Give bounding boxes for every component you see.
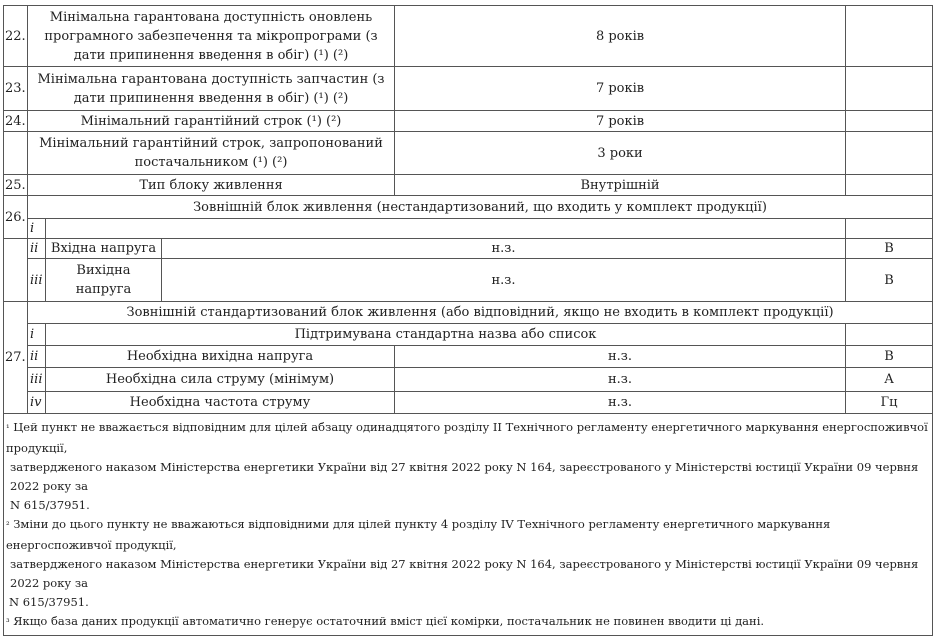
empty-cell bbox=[846, 132, 933, 175]
row-26-title bbox=[4, 196, 933, 219]
row-25 bbox=[4, 175, 933, 196]
sub-index: ii bbox=[28, 239, 46, 259]
row-23 bbox=[4, 67, 933, 111]
row-value: Внутрішній bbox=[395, 175, 846, 196]
sub-index: i bbox=[28, 219, 46, 239]
row-label: Тип блоку живлення bbox=[28, 175, 395, 196]
row-label: Мінімальний гарантійний строк, запропонований постачальником (¹) (²) bbox=[28, 132, 395, 175]
sub-value: н.з. bbox=[395, 392, 846, 414]
empty-cell bbox=[846, 111, 933, 132]
row-number-empty bbox=[4, 132, 28, 175]
row-number: 27. bbox=[4, 302, 28, 414]
row-number: 24. bbox=[4, 111, 28, 132]
row-value: 7 років bbox=[395, 111, 846, 132]
row-label: Мінімальна гарантована доступність запчастин (з дати припинення введення в обіг) (¹) (²) bbox=[28, 67, 395, 111]
row-22 bbox=[4, 6, 933, 67]
sub-index: iv bbox=[28, 392, 46, 414]
sub-label: Необхідна сила струму (мінімум) bbox=[46, 368, 395, 392]
footnote-3: ³ Якщо база даних продукції автоматично генерує остаточний вміст цієї комірки, постачальник не повинен вводити ці дані. bbox=[6, 614, 765, 628]
row-27-iv bbox=[4, 392, 933, 414]
sub-value: н.з. bbox=[395, 346, 846, 368]
sub-label: Необхідна вихідна напруга bbox=[46, 346, 395, 368]
sub-index: i bbox=[28, 324, 46, 346]
row-27-i bbox=[4, 324, 933, 346]
row-number-empty bbox=[4, 239, 28, 302]
sub-value: н.з. bbox=[395, 368, 846, 392]
row-number: 26. bbox=[4, 196, 28, 239]
sub-index: iii bbox=[28, 368, 46, 392]
empty-cell bbox=[46, 219, 846, 239]
row-number: 23. bbox=[4, 67, 28, 111]
row-label: Мінімальний гарантійний строк (¹) (²) bbox=[28, 111, 395, 132]
product-information-table bbox=[3, 5, 933, 636]
sub-index: iii bbox=[28, 259, 46, 302]
empty-cell bbox=[846, 324, 933, 346]
sub-unit: В bbox=[846, 239, 933, 259]
footnote-1: ¹ Цей пункт не вважається відповідним для цілей абзацу одинадцятого розділу II Технічного регламенту енергетичного маркування енергоспоживчої продукції, bbox=[6, 420, 928, 455]
sub-unit: А bbox=[846, 368, 933, 392]
row-26-i bbox=[4, 219, 933, 239]
row-number: 25. bbox=[4, 175, 28, 196]
section-title: Зовнішній стандартизований блок живлення (або відповідний, якщо не входить в комплект продукції) bbox=[28, 302, 933, 324]
footnote-2: ² Зміни до цього пункту не вважаються відповідними для цілей пункту 4 розділу IV Технічного регламенту енергетичного маркування енергоспоживчої продукції, bbox=[6, 517, 831, 552]
row-27-title bbox=[4, 302, 933, 324]
row-27-iii bbox=[4, 368, 933, 392]
row-24 bbox=[4, 111, 933, 132]
row-value: 8 років bbox=[395, 6, 846, 67]
empty-cell bbox=[846, 6, 933, 67]
row-number: 22. bbox=[4, 6, 28, 67]
sub-index: ii bbox=[28, 346, 46, 368]
empty-cell bbox=[846, 67, 933, 111]
footnote-2-line3: N 615/37951. bbox=[9, 595, 89, 609]
footnote-1-line3: N 615/37951. bbox=[10, 498, 90, 512]
row-value: 7 років bbox=[395, 67, 846, 111]
sub-value: н.з. bbox=[162, 239, 846, 259]
sub-unit: В bbox=[846, 259, 933, 302]
row-value: 3 роки bbox=[395, 132, 846, 175]
sub-value: н.з. bbox=[162, 259, 846, 302]
row-26-ii bbox=[4, 239, 933, 259]
sub-unit: В bbox=[846, 346, 933, 368]
row-label: Мінімальна гарантована доступність оновлень програмного забезпечення та мікропрограми (з дати припинення введення в обіг) (¹) (²) bbox=[28, 6, 395, 67]
footnotes bbox=[4, 414, 933, 636]
empty-cell bbox=[846, 219, 933, 239]
row-26-iii bbox=[4, 259, 933, 302]
sub-unit: Гц bbox=[846, 392, 933, 414]
row-27-ii bbox=[4, 346, 933, 368]
empty-cell bbox=[846, 175, 933, 196]
sub-label: Підтримувана стандартна назва або список bbox=[46, 324, 846, 346]
footnotes-row bbox=[4, 414, 933, 636]
footnote-1-line2: затвердженого наказом Міністерства енергетики України від 27 квітня 2022 року N 164, зареєстрованого у Міністерстві юстиції України 09 червня 2022 року за bbox=[10, 460, 919, 493]
section-title: Зовнішній блок живлення (нестандартизований, що входить у комплект продукції) bbox=[28, 196, 933, 219]
sub-label: Необхідна частота струму bbox=[46, 392, 395, 414]
sub-label: Вхідна напруга bbox=[46, 239, 162, 259]
row-24-supplier bbox=[4, 132, 933, 175]
sub-label: Вихідна напруга bbox=[46, 259, 162, 302]
footnote-2-line2: затвердженого наказом Міністерства енергетики України від 27 квітня 2022 року N 164, зареєстрованого у Міністерстві юстиції України 09 червня 2022 року за bbox=[10, 557, 919, 590]
